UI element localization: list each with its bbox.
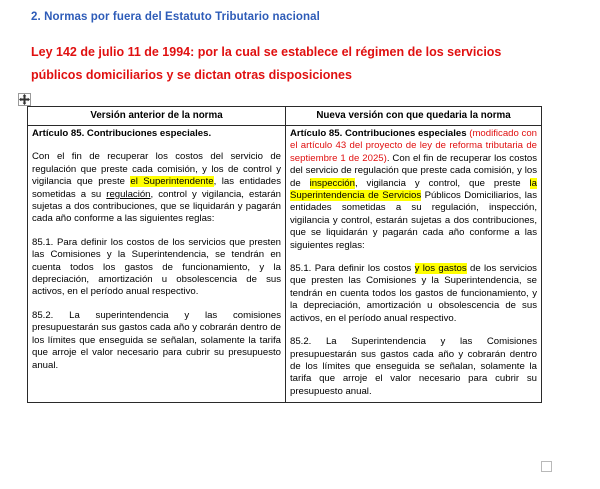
right-p1-highlight-superintendencia: la Superintendencia de Servicios [290,177,537,202]
left-paragraph-85-2: 85.2. La superintendencia y las comisiones presupuestarán sus gastos cada año y cobrarán dentro de los límites que enseguida se señalan, solamente la tarifa que arroje el valor necesario para cubrir su presupuesto anual. [32,309,281,371]
right-article-title: Artículo 85. Contribuciones especiales [290,128,470,139]
right-p851-part2: de los servicios que presten las Comisiones y la Superintendencia, se tendrán en cuenta todos los gastos de funcionamiento, y la depreciación, amortización u obsolescencia de sus activos, en el período anual respectivo. [290,263,537,324]
right-article-title-block [290,128,537,252]
column-header-new-version: Nueva versión con que quedaria la norma [286,107,542,126]
cell-previous-version [28,126,286,403]
right-p851-part1: 85.1. Para definir los costos [290,263,415,275]
right-paragraph-85-2: 85.2. La Superintendencia y las Comisiones presupuestarán sus gastos cada año y cobrarán dentro de los límites que enseguida se señalan, solamente la tarifa que arroje el valor necesario para cubrir su presupuesto anual. [290,336,537,397]
cell-new-version [286,126,542,403]
right-p851-highlight-gastos: y los gastos [414,263,467,275]
left-p1-part3: , control y vigilancia, estarán sujetas a dos contribuciones, que se liquidarán y pagarán cada año conforme a las siguientes reglas: [32,188,281,225]
table-row [28,126,542,403]
law-heading: Ley 142 de julio 11 de 1994: por la cual se establece el régimen de los servicios públicos domiciliarios y se dictan otras disposiciones [31,45,502,82]
left-paragraph-1 [32,151,281,225]
left-p1-underline-regulacion: regulación [106,188,151,200]
column-header-previous-version: Versión anterior de la norma [28,107,286,126]
table-move-handle[interactable] [18,93,31,106]
comparison-table [27,106,542,403]
move-four-arrows-icon [19,94,30,105]
right-paragraph-85-1 [290,263,537,325]
left-p1-part1: Con el fin de recuperar los costos del servicio de regulación que preste cada comisión, y los de control y vigilancia que preste [32,151,281,188]
section-heading: 2. Normas por fuera del Estatuto Tributario nacional [31,11,320,23]
left-paragraph-85-1: 85.1. Para definir los costos de los servicios que presten las Comisiones y la Superintendencia, se tendrán en cuenta todos los gastos de funcionamiento, y la depreciación, amortización u obsolescencia de sus activos, en el período anual respectivo. [32,236,281,298]
right-p1-part2: , vigilancia y control, que preste [354,177,530,189]
table-resize-handle[interactable] [541,461,552,472]
left-article-title: Artículo 85. Contribuciones especiales. [32,128,212,139]
table-header-row [28,107,542,126]
right-article-note-red: (modificado con el artículo 43 del proyecto de ley de reforma tributaria de septiembre 1 de 2025) [290,128,537,164]
left-p1-highlight-superintendente: el Superintendente [130,176,214,188]
right-p1-part1: . Con el fin de recuperar los costos del servicio de regulación que preste cada comisión, y los de [290,152,537,189]
right-p1-highlight-inspeccion: inspección [309,177,355,189]
left-p1-part2: , las entidades sometidas a su [32,176,282,200]
right-p1-part3: Públicos Domiciliarios, las entidades sometidas a su regulación, inspección, vigilancia y control, estarán sujetas a dos contribuciones, que se liquidarán y pagarán cada año conforme a las siguientes reglas: [290,190,537,251]
